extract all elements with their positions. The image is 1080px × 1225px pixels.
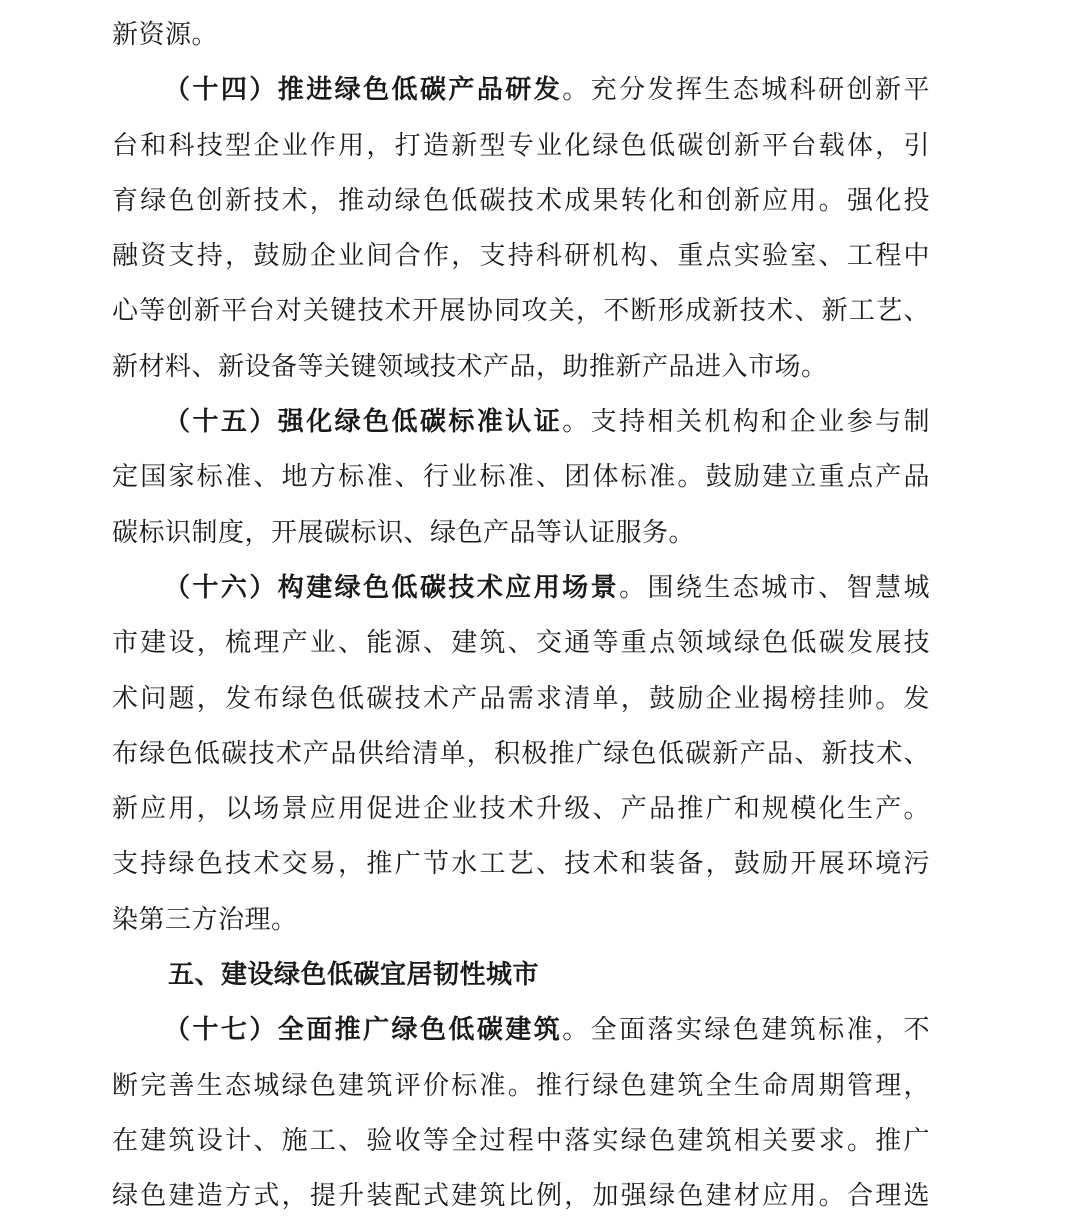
paragraph-14-first-line — [112, 63, 930, 118]
paragraph-16-first-text: 。围绕生态城市、智慧城 — [619, 572, 930, 603]
paragraph-15-first-line — [112, 395, 930, 450]
text-line: 术问题，发布绿色低碳技术产品需求清单，鼓励企业揭榜挂帅。发 — [112, 683, 930, 714]
document-body — [112, 0, 930, 1225]
section-heading: 五、建设绿色低碳宜居韧性城市 — [168, 960, 540, 991]
text-line: 市建设，梳理产业、能源、建筑、交通等重点领域绿色低碳发展技 — [112, 628, 930, 659]
text-line: 布绿色低碳技术产品供给清单，积极推广绿色低碳新产品、新技术、 — [112, 738, 930, 769]
text-line: 新资源。 — [112, 20, 219, 50]
text-line: 台和科技型企业作用，打造新型专业化绿色低碳创新平台载体，引 — [112, 130, 930, 161]
text-line: 新应用，以场景应用促进企业技术升级、产品推广和规模化生产。 — [112, 794, 930, 825]
paragraph-17-first-text: 。全面落实绿色建筑标准，不 — [562, 1015, 930, 1046]
text-line: 心等创新平台对关键技术开展协同攻关，不断形成新技术、新工艺、 — [112, 296, 930, 327]
text-line: 新材料、新设备等关键领域技术产品，助推新产品进入市场。 — [112, 351, 828, 382]
paragraph-15-first-text: 。支持相关机构和企业参与制 — [562, 407, 930, 438]
text-line: 断完善生态城绿色建筑评价标准。推行绿色建筑全生命周期管理， — [112, 1070, 930, 1101]
text-line: 染第三方治理。 — [112, 904, 298, 935]
text-line: 支持绿色技术交易，推广节水工艺、技术和装备，鼓励开展环境污 — [112, 849, 930, 880]
paragraph-16-first-line — [112, 561, 930, 616]
text-line: 在建筑设计、施工、验收等全过程中落实绿色建筑相关要求。推广 — [112, 1125, 930, 1156]
paragraph-15-title: （十五）强化绿色低碳标准认证 — [164, 407, 563, 438]
paragraph-14-title: （十四）推进绿色低碳产品研发 — [164, 75, 563, 106]
paragraph-17-first-line — [112, 1003, 930, 1058]
paragraph-14-first-text: 。充分发挥生态城科研创新平 — [562, 75, 930, 106]
text-line: 碳标识制度，开展碳标识、绿色产品等认证服务。 — [112, 517, 696, 548]
text-line: 定国家标准、地方标准、行业标准、团体标准。鼓励建立重点产品 — [112, 462, 930, 493]
text-line: 育绿色创新技术，推动绿色低碳技术成果转化和创新应用。强化投 — [112, 185, 930, 216]
text-line: 绿色建造方式，提升装配式建筑比例，加强绿色建材应用。合理选 — [112, 1181, 930, 1212]
paragraph-16-title: （十六）构建绿色低碳技术应用场景 — [164, 572, 620, 603]
paragraph-17-title: （十七）全面推广绿色低碳建筑 — [164, 1015, 563, 1046]
text-line: 融资支持，鼓励企业间合作，支持科研机构、重点实验室、工程中 — [112, 241, 930, 272]
